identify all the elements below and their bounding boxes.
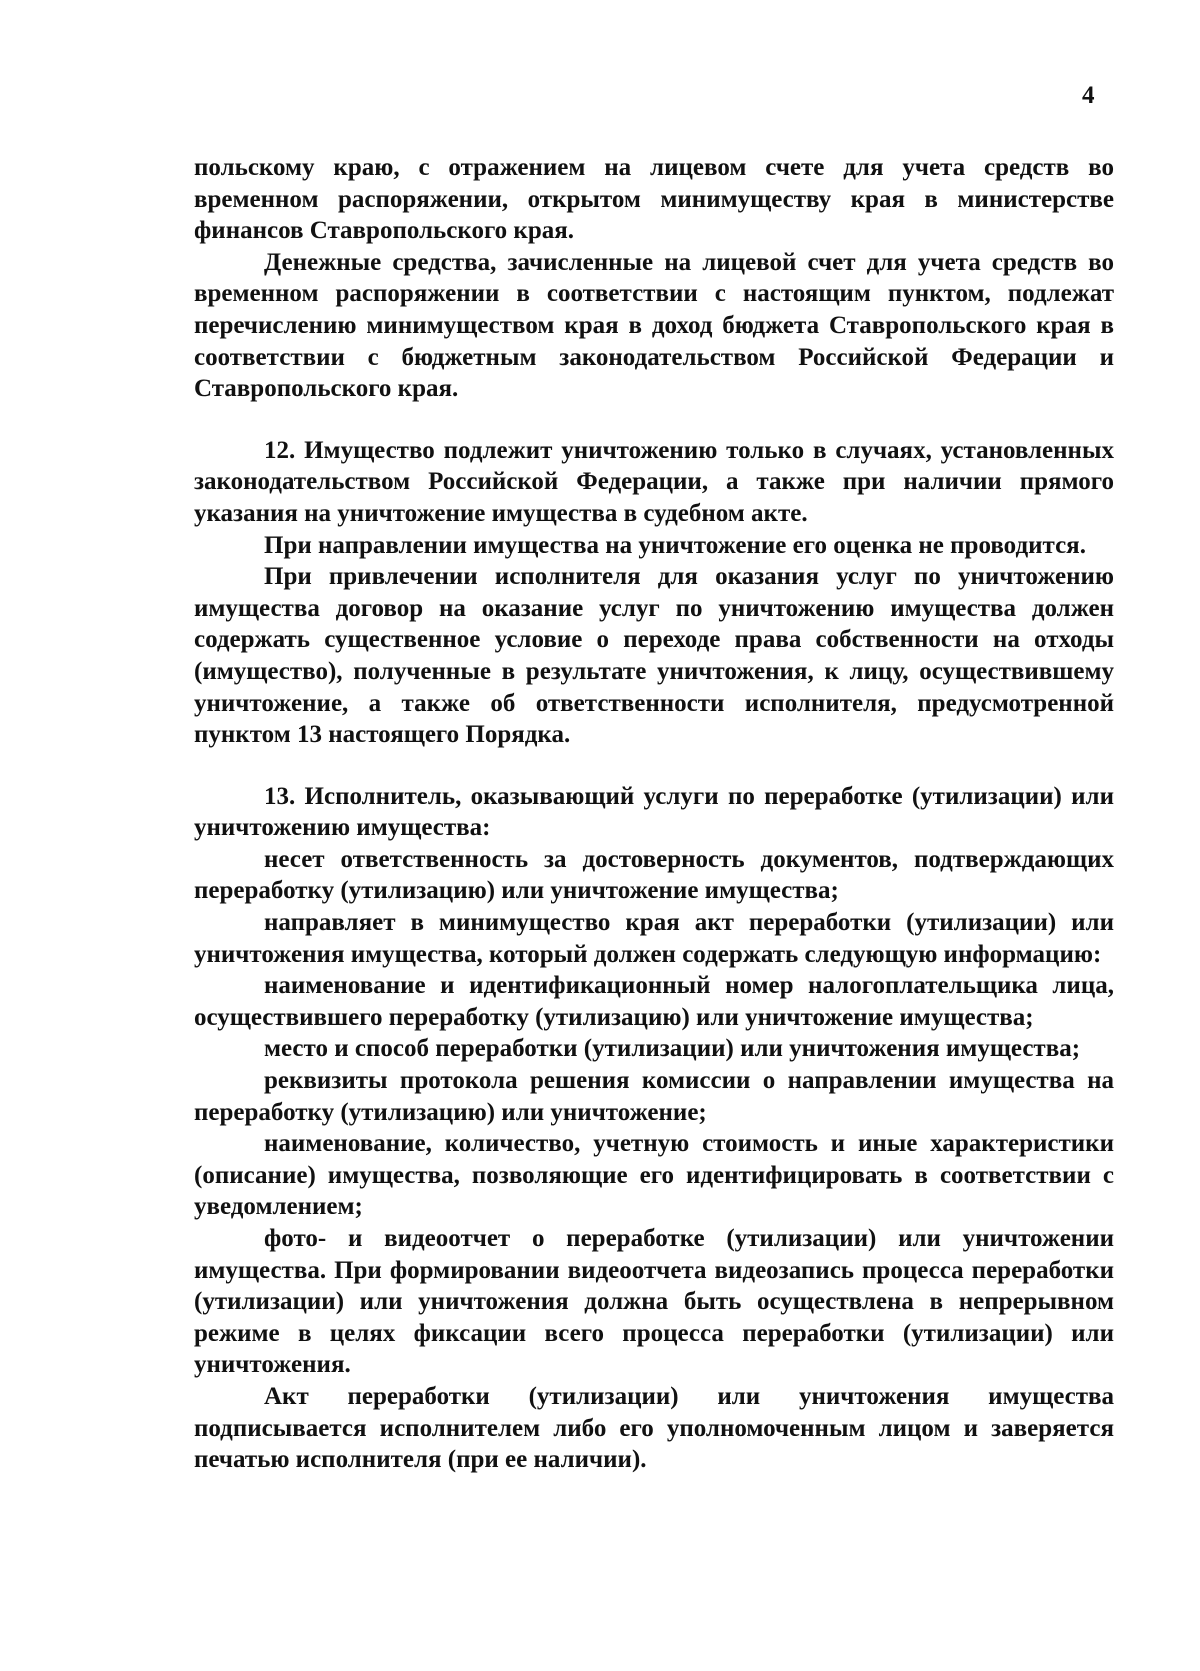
paragraph-act-protocol: реквизиты протокола решения комиссии о направлении имущества на переработку (утилизацию) или уничтожение; [194,1067,1114,1126]
paragraph-valuation: При направлении имущества на уничтожение его оценка не проводится. [264,531,1086,559]
paragraph-item-13: 13. Исполнитель, оказывающий услуги по переработке (утилизации) или уничтожению имущества: [194,782,1114,842]
paragraph-responsibility: несет ответственность за достоверность документов, подтверждающих переработку (утилизацию) или уничтожение имущества; [194,845,1114,905]
paragraph-act-photo-video: фото- и видеоотчет о переработке (утилизации) или уничтожении имущества. При формировании видеоотчета видеозапись процесса переработки (утилизации) или уничтожения должна быть осуществлена в непрерывном режиме в целях фиксации всего процесса переработки (утилизации) или уничтожения. [194,1225,1114,1379]
paragraph-act-signing: Акт переработки (утилизации) или уничтожения имущества подписывается исполнителем либо его уполномоченным лицом и заверяется печатью исполнителя (при ее наличии). [194,1382,1114,1474]
paragraph-contractor-agreement: При привлечении исполнителя для оказания услуг по уничтожению имущества договор на оказание услуг по уничтожению имущества должен содержать существенное условие о переходе права собственности на отходы (имущество), полученные в результате уничтожения, к лицу, осуществившему уничтожение, а также об ответственности исполнителя, предусмотренной пунктом 13 настоящего Порядка. [194,563,1114,749]
paragraph-act-name-inn: наименование и идентификационный номер налогоплательщика лица, осуществившего переработку (утилизацию) или уничтожение имущества; [194,972,1114,1031]
paragraph-act-description: наименование, количество, учетную стоимость и иные характеристики (описание) имущества, позволяющие его идентифицировать в соответствии с уведомлением; [194,1130,1114,1221]
paragraph-act-submission: направляет в минимущество края акт переработки (утилизации) или уничтожения имущества, который должен содержать следующую информацию: [194,909,1114,968]
paragraph-funds-transfer: Денежные средства, зачисленные на лицевой счет для учета средств во временном распоряжении в соответствии с настоящим пунктом, подлежат перечислению минимуществом края в доход бюджета Ставропольского края в соответствии с бюджетным законодательством Российской Федерации и Ставропольского края. [194,248,1114,403]
paragraph-act-place-method: место и способ переработки (утилизации) или уничтожения имущества; [264,1035,1081,1063]
document-body [194,152,1114,1476]
paragraph-item-12: 12. Имущество подлежит уничтожению только в случаях, установленных законодательством Российской Федерации, а также при наличии прямого указания на уничтожение имущества в судебном акте. [194,436,1114,527]
paragraph-continuation: польскому краю, с отражением на лицевом счете для учета средств во временном распоряжении, открытом минимуществу края в министерстве финансов Ставропольского края. [194,154,1114,245]
page-number: 4 [1082,82,1095,109]
